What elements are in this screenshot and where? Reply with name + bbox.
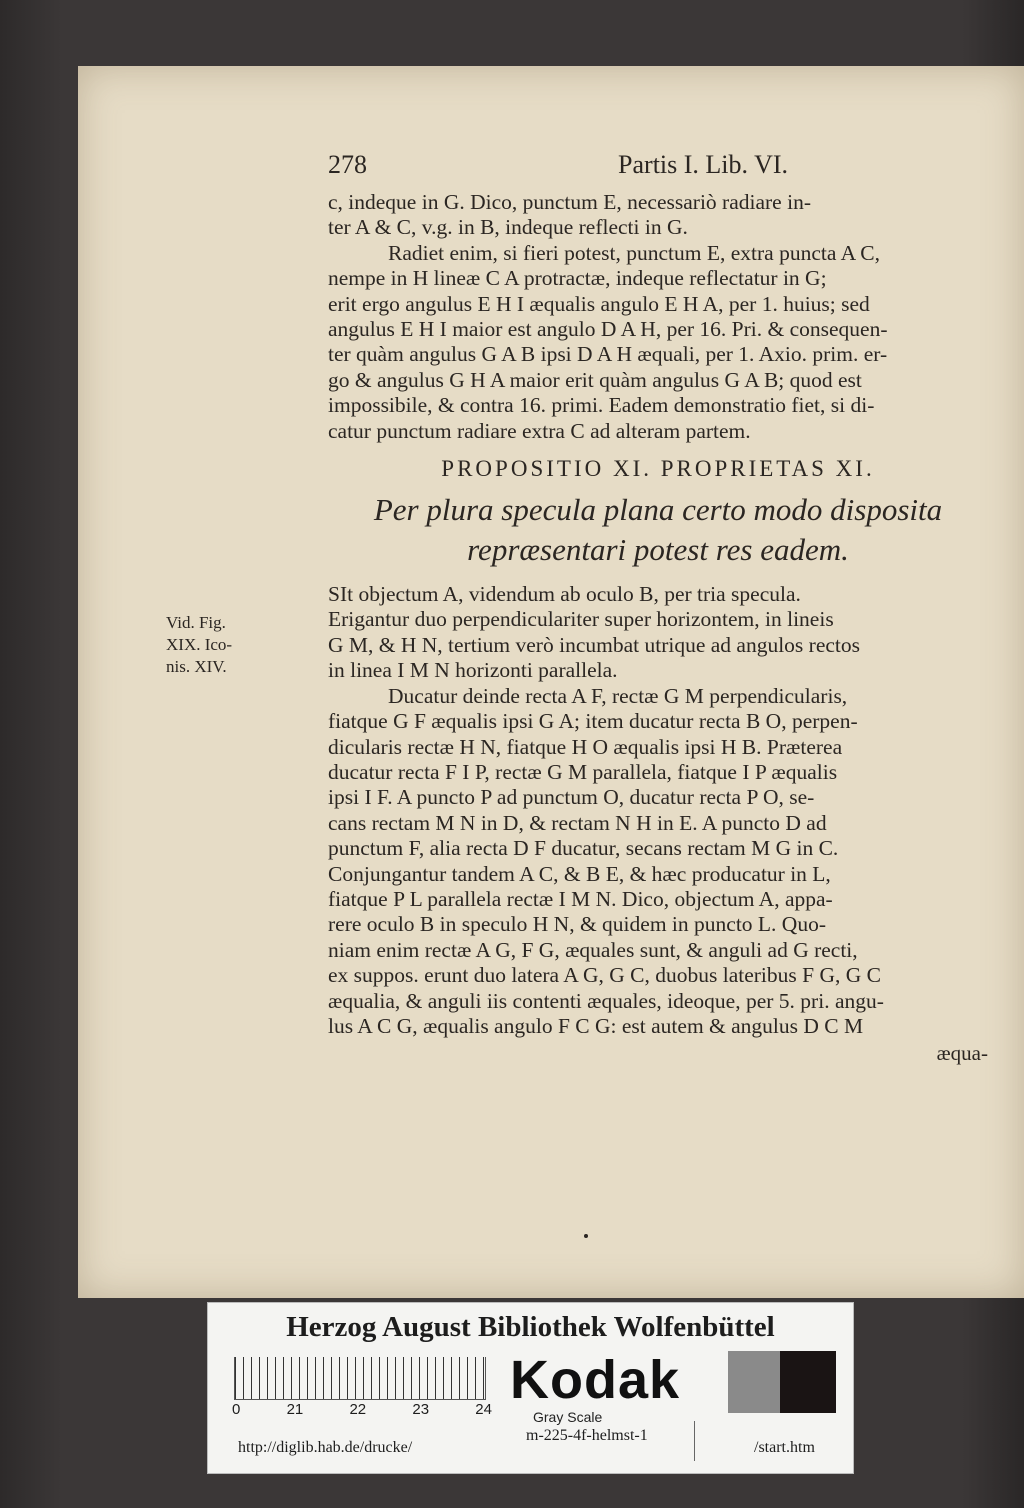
text-line: dicularis rectæ H N, fiatque H O æqualis ipsi H B. Præterea xyxy=(328,734,843,759)
text-line: niam enim rectæ A G, F G, æquales sunt, & anguli ad G recti, xyxy=(328,937,858,962)
ruler-number: 24 xyxy=(475,1401,492,1418)
ink-spot xyxy=(584,1234,588,1238)
ruler-number: 23 xyxy=(412,1401,430,1418)
text-line: æqualia, & anguli iis contenti æquales, ideoque, per 5. pri. angu- xyxy=(328,988,884,1013)
text-line: nempe in H lineæ C A protractæ, indeque reflectatur in G; xyxy=(328,266,827,291)
text-line: impossibile, & contra 16. primi. Eadem demonstratio fiet, si di- xyxy=(328,393,875,418)
text-line: lus A C G, æqualis angulo F C G: est autem & angulus D C M xyxy=(328,1013,864,1038)
text-line: c, indeque in G. Dico, punctum E, necessariò radiare in- xyxy=(328,190,811,214)
text-line: punctum F, alia recta D F ducatur, secans rectam M G in C. xyxy=(328,836,839,861)
text-line: SIt objectum A, videndum ab oculo B, per tria specula. xyxy=(328,582,801,607)
page-header xyxy=(328,150,788,180)
black-patch xyxy=(780,1351,836,1413)
text-line: Radiet enim, si fieri potest, punctum E, extra puncta A C, xyxy=(388,240,881,265)
library-url[interactable]: http://diglib.hab.de/drucke/ xyxy=(238,1439,413,1456)
running-head: Partis I. Lib. VI. xyxy=(618,150,788,179)
text-block xyxy=(328,190,988,444)
proposition-statement-line: Per plura specula plana certo modo disposita xyxy=(373,492,943,528)
margin-note-line: Vid. Fig. xyxy=(166,613,226,632)
text-line: ex suppos. erunt duo latera A G, G C, duobus lateribus F G, G C xyxy=(328,963,881,988)
page-number: 278 xyxy=(328,150,367,179)
proposition-statement-line: repræsentari potest res eadem. xyxy=(467,532,849,568)
shelfmark: m-225-4f-helmst-1 xyxy=(526,1427,648,1444)
text-line: ducatur recta F I P, rectæ G M parallela, fiatque I P æqualis xyxy=(328,759,838,784)
text-line: rere oculo B in speculo H N, & quidem in puncto L. Quo- xyxy=(328,912,826,937)
ruler-number: 21 xyxy=(286,1401,304,1418)
text-line: ipsi I F. A puncto P ad punctum O, ducatur recta P O, se- xyxy=(328,785,815,810)
ruler-numbers xyxy=(232,1401,492,1418)
library-title: Herzog August Bibliothek Wolfenbüttel xyxy=(286,1311,775,1343)
start-link[interactable]: /start.htm xyxy=(754,1439,815,1456)
ruler-scale xyxy=(234,1357,486,1400)
text-line: cans rectam M N in D, & rectam N H in E. A puncto D ad xyxy=(328,810,827,835)
text-line: angulus E H I maior est angulo D A H, per 16. Pri. & consequen- xyxy=(328,317,888,342)
margin-note-line: nis. XIV. xyxy=(166,657,227,676)
ruler-number: 22 xyxy=(349,1401,367,1418)
ruler-number: 0 xyxy=(232,1401,241,1418)
text-line: erit ergo angulus E H I æqualis angulo E H A, per 1. huius; sed xyxy=(328,291,870,316)
proposition-statement xyxy=(328,490,988,570)
page-content xyxy=(328,150,988,1066)
text-line: ter quàm angulus G A B ipsi D A H æquali, per 1. Axio. prim. er- xyxy=(328,342,888,367)
text-block xyxy=(328,582,988,1039)
text-line: catur punctum radiare extra C ad alteram partem. xyxy=(328,418,751,443)
proposition-heading: PROPOSITIO XI. PROPRIETAS XI. xyxy=(441,456,875,482)
text-line: go & angulus G H A maior erit quàm angulus G A B; quod est xyxy=(328,367,862,392)
margin-note xyxy=(166,612,246,678)
gray-patch xyxy=(728,1351,780,1413)
text-line: fiatque G F æqualis ipsi G A; item ducatur recta B O, perpen- xyxy=(328,709,858,734)
text-line: Ducatur deinde recta A F, rectæ G M perpendicularis, xyxy=(388,683,848,708)
divider xyxy=(694,1421,695,1461)
text-line: G M, & H N, tertium verò incumbat utrique ad angulos rectos xyxy=(328,632,861,657)
catchword: æqua- xyxy=(936,1041,988,1066)
kodak-logo: Kodak xyxy=(510,1350,681,1410)
library-color-strip xyxy=(207,1302,854,1474)
text-line: ter A & C, v.g. in B, indeque reflecti in G. xyxy=(328,215,688,240)
gray-scale-label: Gray Scale xyxy=(533,1409,603,1425)
text-line: Erigantur duo perpendiculariter super horizontem, in lineis xyxy=(328,607,834,632)
text-line: in linea I M N horizonti parallela. xyxy=(328,658,618,683)
margin-note-line: XIX. Ico- xyxy=(166,635,233,654)
text-line: Conjungantur tandem A C, & B E, & hæc producatur in L, xyxy=(328,861,831,886)
text-line: fiatque P L parallela rectæ I M N. Dico, objectum A, appa- xyxy=(328,886,833,911)
